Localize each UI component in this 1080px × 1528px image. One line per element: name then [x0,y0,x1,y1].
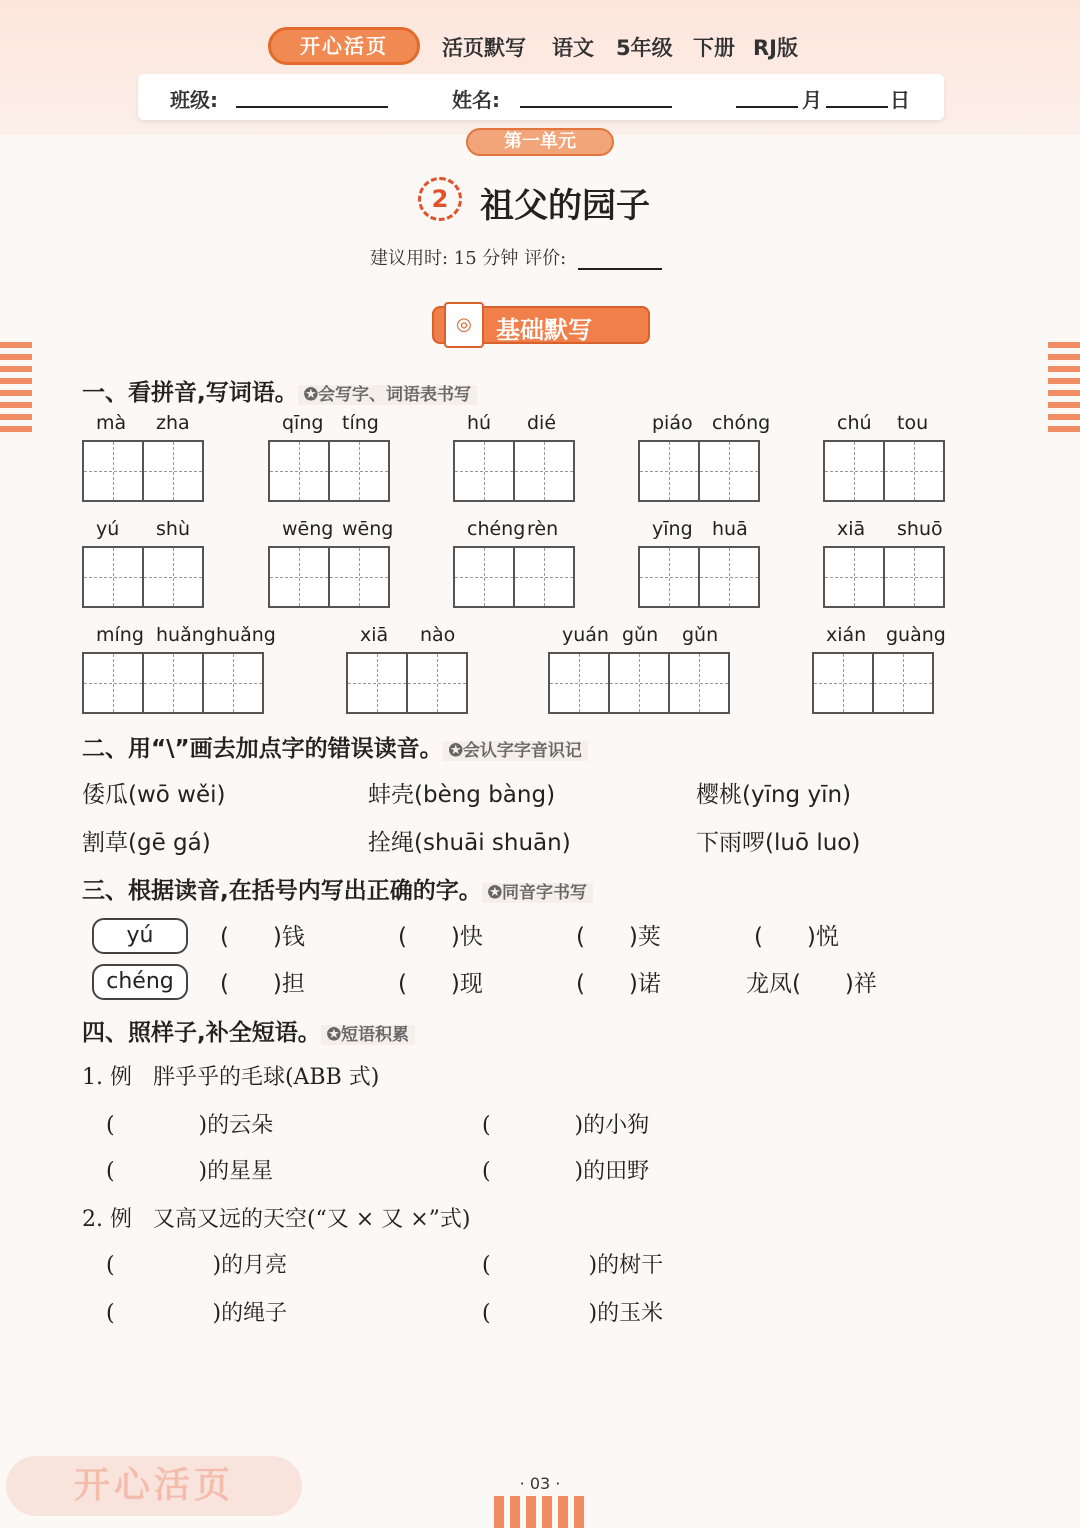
character-cell[interactable] [202,652,264,714]
character-cell[interactable] [513,546,575,608]
header-item: RJ版 [753,36,798,60]
character-cell[interactable] [82,546,144,608]
character-cell[interactable] [453,546,515,608]
q3-blank[interactable]: ( )现 [398,971,483,997]
character-cell[interactable] [142,652,204,714]
pinyin-label: huǎng [216,624,276,646]
character-cell[interactable] [82,652,144,714]
q4-example-2: 2. 例 又高又远的天空(“又 × 又 ×”式) [82,1207,471,1232]
magnifier-icon: ◎ [444,302,484,348]
character-cell[interactable] [513,440,575,502]
unit-badge: 第一单元 [466,128,614,156]
time-line [370,244,662,270]
q2-title-text: 二、用“\”画去加点字的错误读音。 [82,736,443,762]
pinyin-label: chóng [712,412,771,434]
character-cell[interactable] [638,546,700,608]
character-cell[interactable] [328,546,390,608]
character-grid [823,546,943,608]
month-label: 月 [802,88,822,112]
character-grid [453,440,573,502]
character-grid [268,546,388,608]
q3-title-text: 三、根据读音,在括号内写出正确的字。 [82,878,482,904]
character-grid [638,440,758,502]
q4-example-1: 1. 例 胖乎乎的毛球(ABB 式) [82,1065,380,1090]
q1-title [82,374,477,407]
brand-logo: 开心活页 [268,27,420,65]
header-item: 活页默写 [442,36,526,60]
character-cell[interactable] [406,652,468,714]
q4-blank[interactable]: ( )的月亮 [106,1253,288,1278]
score-field[interactable] [578,268,662,270]
character-cell[interactable] [823,546,885,608]
pinyin-label: guàng [886,624,946,646]
q2-item[interactable]: 下雨啰(luō luo) [696,830,861,856]
q2-item[interactable]: 倭瓜(wō wěi) [82,782,226,808]
header-item: 5年级 [616,36,673,60]
pinyin-label: yīng [652,518,693,540]
character-cell[interactable] [608,652,670,714]
q2-item[interactable]: 割草(gē gá) [82,830,211,856]
pinyin-label: nào [420,624,456,646]
character-cell[interactable] [698,546,760,608]
pinyin-label: dié [527,412,557,434]
left-stripes [0,342,32,432]
time-text: 建议用时: 15 分钟 评价: [370,248,567,269]
q3-tag: ✪同音字书写 [482,883,593,903]
q2-title [82,730,588,763]
student-info-bar [138,74,944,120]
pinyin-label: xiā [837,518,866,540]
character-cell[interactable] [883,440,945,502]
q3-blank[interactable]: ( )荚 [576,924,661,950]
character-cell[interactable] [142,546,204,608]
pinyin-label: xián [826,624,867,646]
q3-pinyin-pill: yú [92,918,188,954]
character-cell[interactable] [453,440,515,502]
character-cell[interactable] [548,652,610,714]
pinyin-label: huǎng [156,624,216,646]
q4-title [82,1014,415,1047]
pinyin-label: yuán [562,624,609,646]
q3-blank[interactable]: ( )诺 [576,971,661,997]
q4-blank[interactable]: ( )的小狗 [482,1113,650,1138]
character-cell[interactable] [142,440,204,502]
character-grid [812,652,932,714]
character-cell[interactable] [698,440,760,502]
pinyin-label: qīng [282,412,324,434]
pinyin-label: zha [156,412,190,434]
pinyin-label: míng [96,624,144,646]
pinyin-label: piáo [652,412,693,434]
pinyin-label: tou [897,412,929,434]
bottom-stripes [494,1496,586,1528]
watermark-logo: 开心活页 [6,1456,302,1516]
section-banner-label: 基础默写 [496,316,592,344]
q4-blank[interactable]: ( )的星星 [106,1159,274,1184]
character-cell[interactable] [268,546,330,608]
character-grid [268,440,388,502]
q3-blank[interactable]: ( )悦 [754,924,839,950]
q2-item[interactable]: 樱桃(yīng yīn) [696,782,852,808]
q4-blank[interactable]: ( )的田野 [482,1159,650,1184]
character-cell[interactable] [328,440,390,502]
day-label: 日 [890,88,910,112]
q4-blank[interactable]: ( )的云朵 [106,1113,274,1138]
character-cell[interactable] [346,652,408,714]
q4-blank[interactable]: ( )的玉米 [482,1301,664,1326]
pinyin-label: chéng [467,518,526,540]
pinyin-label: rèn [527,518,559,540]
lesson-title: 祖父的园子 [480,186,650,226]
character-cell[interactable] [883,546,945,608]
character-grid [638,546,758,608]
q4-tag: ✪短语积累 [321,1025,415,1045]
pinyin-label: yú [96,518,120,540]
page-number: · 03 · [519,1474,561,1493]
pinyin-label: tíng [342,412,379,434]
q3-blank[interactable]: ( )担 [220,971,305,997]
header-item: 下册 [693,36,735,60]
q4-blank[interactable]: ( )的树干 [482,1253,664,1278]
character-cell[interactable] [668,652,730,714]
lesson-number: 2 [418,177,462,221]
pinyin-label: chú [837,412,872,434]
name-field[interactable] [520,106,672,108]
q1-tag: ✪会写字、词语表书写 [298,385,477,405]
q2-item[interactable]: 蚌壳(bèng bàng) [368,782,556,808]
character-cell[interactable] [872,652,934,714]
q3-title [82,872,593,905]
month-field[interactable] [736,106,798,108]
character-cell[interactable] [812,652,874,714]
pinyin-label: gǔn [622,624,659,646]
pinyin-label: wēng [282,518,334,540]
character-cell[interactable] [823,440,885,502]
pinyin-label: hú [467,412,492,434]
class-field[interactable] [236,106,388,108]
character-grid [823,440,943,502]
character-grid [346,652,466,714]
q4-title-text: 四、照样子,补全短语。 [82,1020,321,1046]
q3-blank[interactable]: ( )钱 [220,924,305,950]
q3-blank[interactable]: 龙凤( )祥 [746,971,877,997]
right-stripes [1048,342,1080,432]
character-grid [548,652,728,714]
character-grid [82,652,262,714]
header-item: 语文 [552,36,594,60]
q3-pinyin-pill: chéng [92,964,188,1000]
character-cell[interactable] [82,440,144,502]
day-field[interactable] [826,106,888,108]
character-cell[interactable] [638,440,700,502]
q3-blank[interactable]: ( )快 [398,924,483,950]
q2-tag: ✪会认字字音识记 [443,741,588,761]
character-grid [82,546,202,608]
q2-item[interactable]: 拴绳(shuāi shuān) [368,830,571,856]
pinyin-label: wēng [342,518,394,540]
name-label: 姓名: [452,88,500,112]
pinyin-label: huā [712,518,748,540]
class-label: 班级: [170,88,218,112]
pinyin-label: shuō [897,518,943,540]
pinyin-label: xiā [360,624,389,646]
character-cell[interactable] [268,440,330,502]
pinyin-label: mà [96,412,127,434]
pinyin-label: gǔn [682,624,719,646]
character-grid [82,440,202,502]
q1-title-text: 一、看拼音,写词语。 [82,380,298,406]
pinyin-label: shù [156,518,190,540]
q4-blank[interactable]: ( )的绳子 [106,1301,288,1326]
character-grid [453,546,573,608]
